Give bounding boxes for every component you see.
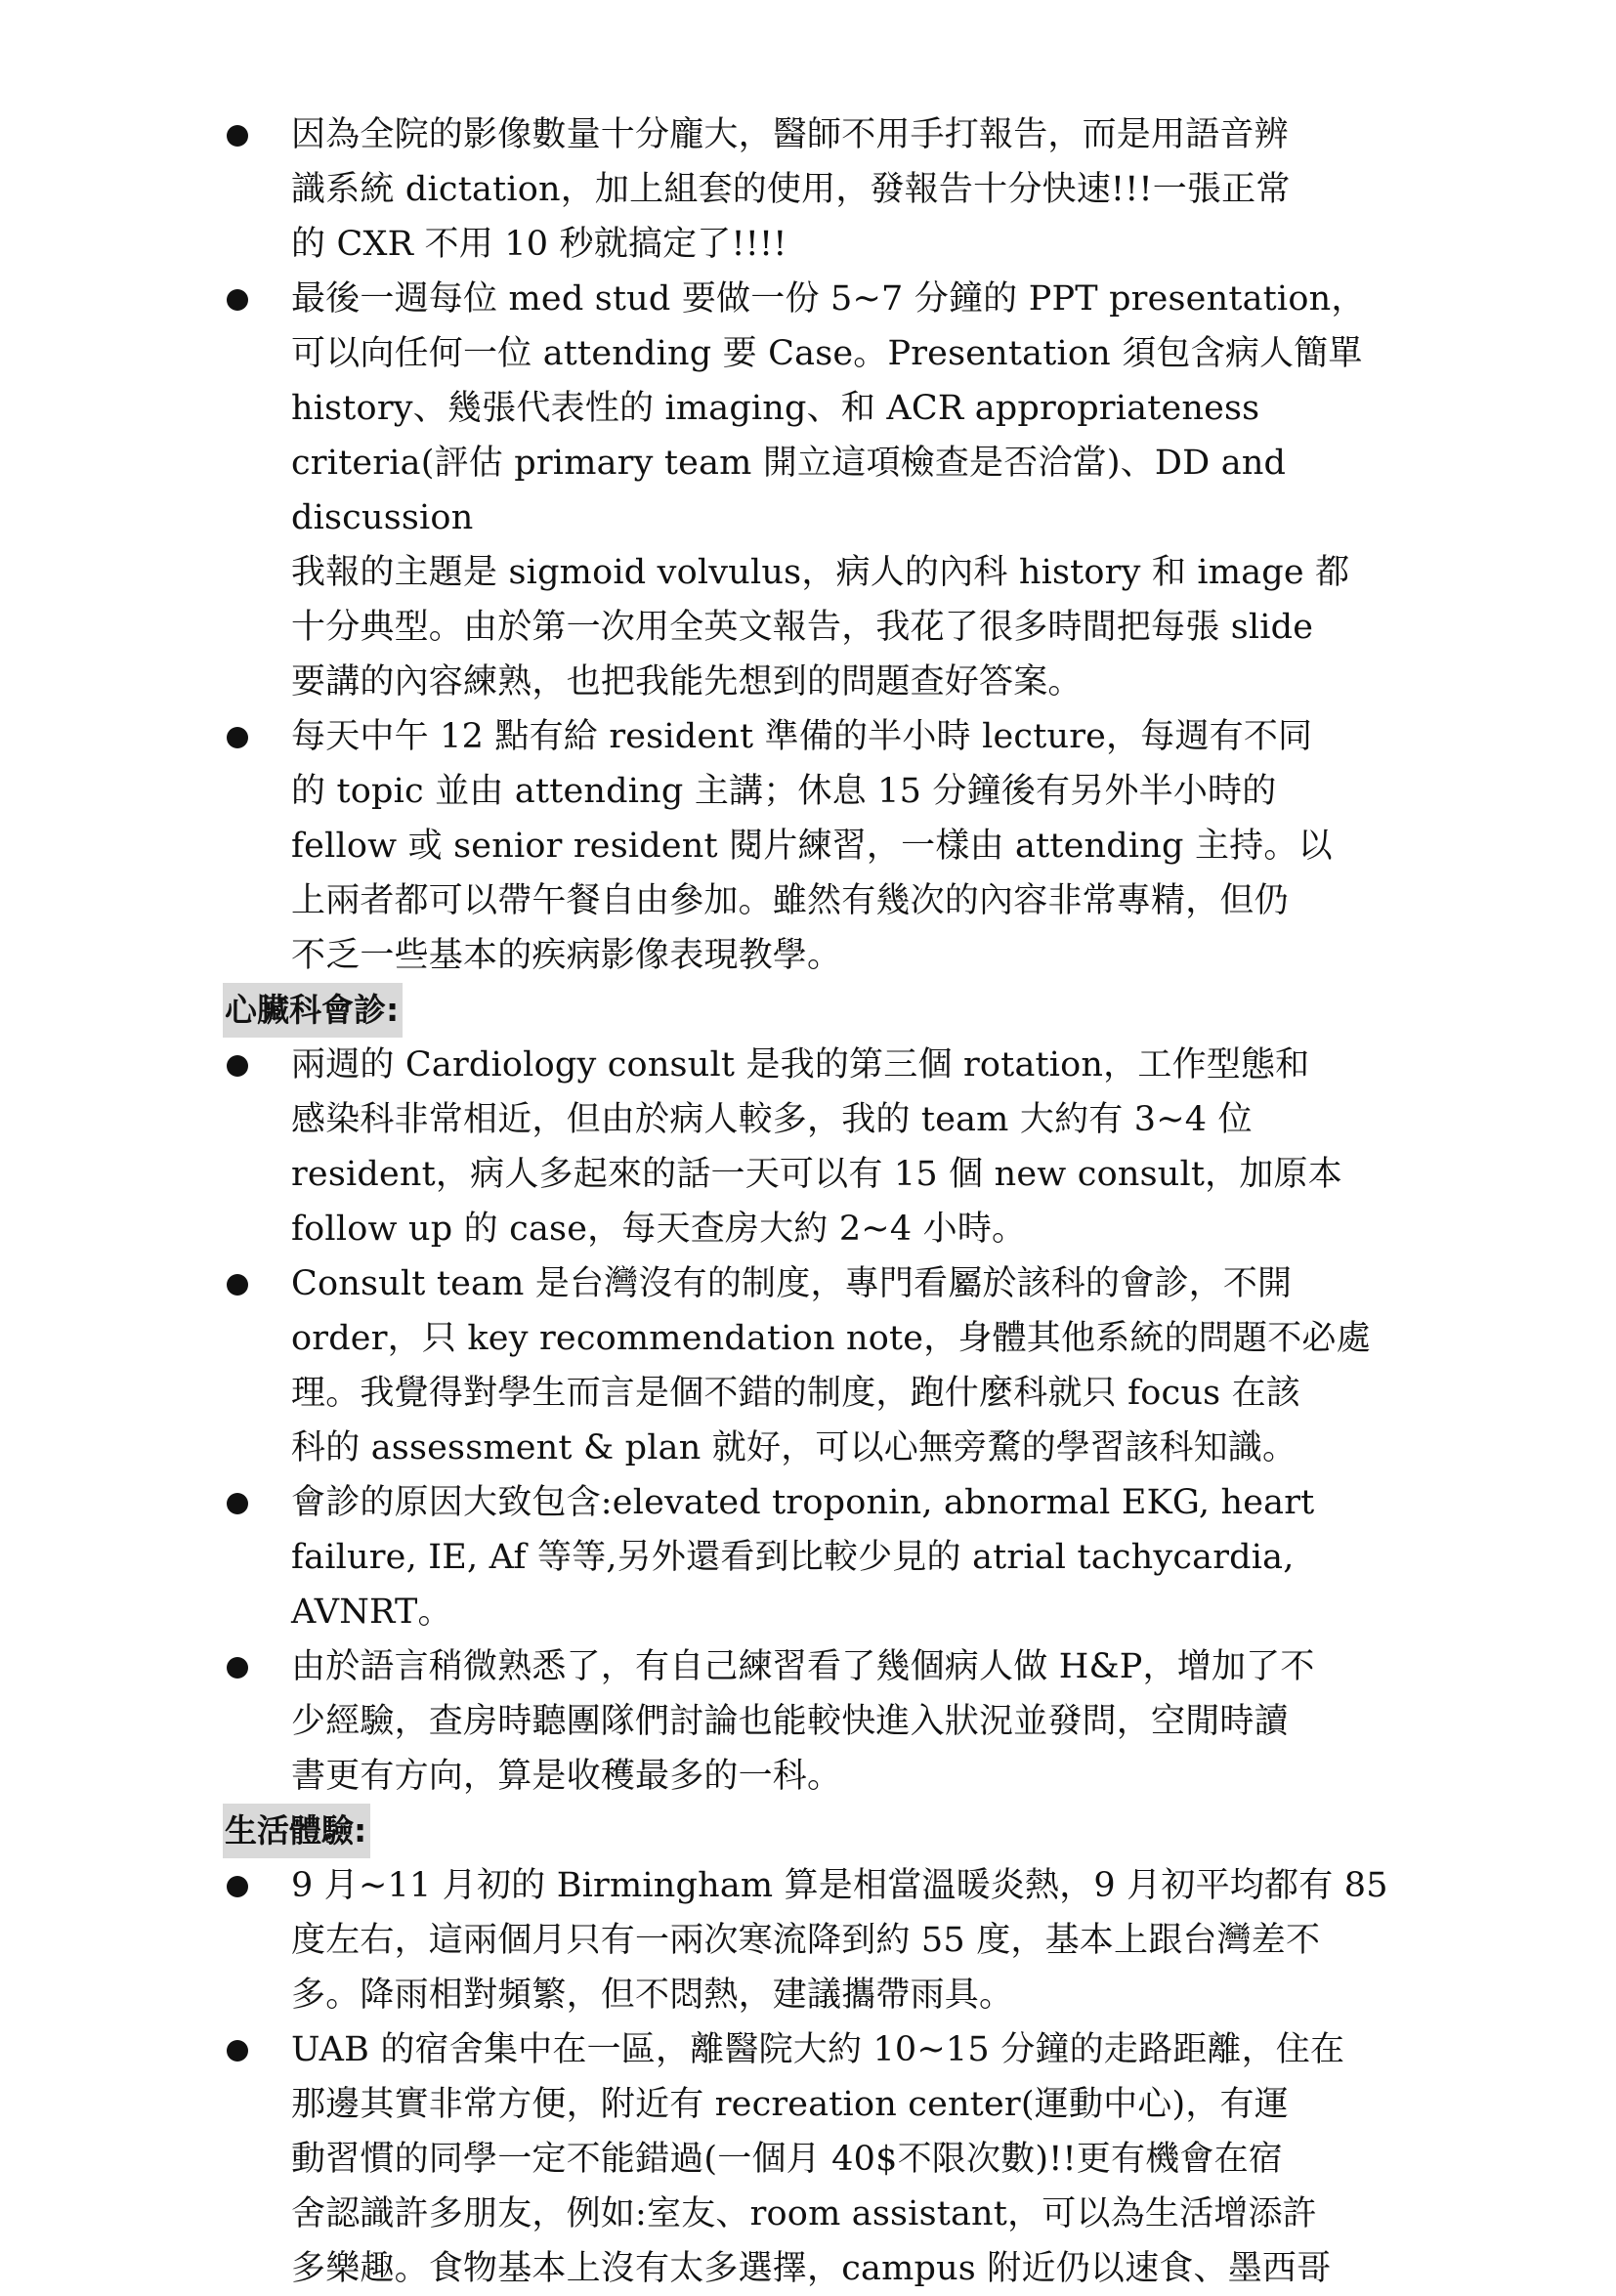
bullet-dot-icon (227, 2040, 248, 2062)
text-line: 不乏一些基本的疾病影像表現教學。 (291, 936, 842, 975)
text-line: failure, IE, Af 等等,另外還看到比較少見的 atrial tachycardia, (291, 1538, 1295, 1577)
bullet-item (223, 1256, 1405, 1475)
text-line: order，只 key recommendation note，身體其他系統的問題不必處 (291, 1319, 1371, 1358)
section-heading-row (223, 983, 1405, 1038)
bullet-item (223, 107, 1405, 272)
text-line: 要講的內容練熟，也把我能先想到的問題查好答案。 (291, 662, 1083, 702)
text-line: resident，病人多起來的話一天可以有 15 個 new consult，加原本 (291, 1155, 1342, 1194)
bullet-dot-icon (227, 1274, 248, 1296)
text-line: Consult team 是台灣沒有的制度，專門看屬於該科的會診，不開 (291, 1264, 1293, 1303)
bullet-item (223, 2022, 1405, 2296)
text-line: 可以向任何一位 attending 要 Case。Presentation 須包含病人簡單 (291, 334, 1363, 373)
text-line: 兩週的 Cardiology consult 是我的第三個 rotation，工作型態和 (291, 1045, 1310, 1084)
bullet-item (223, 1475, 1405, 1639)
text-line: 最後一週每位 med stud 要做一份 5~7 分鐘的 PPT presentation， (291, 279, 1366, 319)
text-line: 十分典型。由於第一次用全英文報告，我花了很多時間把每張 slide (291, 608, 1314, 647)
text-line: 科的 assessment & plan 就好，可以心無旁騖的學習該科知識。 (291, 1428, 1297, 1467)
bullet-dot-icon (227, 289, 248, 311)
text-line: 多樂趣。食物基本上沒有太多選擇，campus 附近仍以速食、墨西哥 (291, 2249, 1332, 2288)
text-line: 動習慣的同學一定不能錯過(一個月 40$不限次數)!!更有機會在宿 (291, 2140, 1283, 2179)
text-line: 我報的主題是 sigmoid volvulus，病人的內科 history 和 image 都 (291, 553, 1350, 592)
text-line: 感染科非常相近，但由於病人較多，我的 team 大約有 3~4 位 (291, 1100, 1253, 1139)
section-heading-cardiology: 心臟科會診: (223, 983, 403, 1038)
text-line: 度左右，這兩個月只有一兩次寒流降到約 55 度，基本上跟台灣差不 (291, 1921, 1321, 1960)
text-line: 理。我覺得對學生而言是個不錯的制度，跑什麼科就只 focus 在該 (291, 1374, 1300, 1413)
text-line: discussion (291, 498, 474, 537)
text-line: 舍認識許多朋友，例如:室友、room assistant，可以為生活增添許 (291, 2194, 1317, 2233)
bullet-item (223, 1639, 1405, 1804)
text-line: UAB 的宿舍集中在一區，離醫院大約 10~15 分鐘的走路距離，住在 (291, 2030, 1345, 2069)
text-line: history、幾張代表性的 imaging、和 ACR appropriateness (291, 389, 1260, 428)
text-line: 由於語言稍微熟悉了，有自己練習看了幾個病人做 H&P，增加了不 (291, 1647, 1315, 1686)
text-line: 識系統 dictation，加上組套的使用，發報告十分快速!!!一張正常 (291, 170, 1291, 209)
text-line: 每天中午 12 點有給 resident 準備的半小時 lecture，每週有不同 (291, 717, 1313, 756)
text-line: 會診的原因大致包含:elevated troponin, abnormal EKG, heart (291, 1483, 1315, 1522)
bullet-item (223, 709, 1405, 983)
bullet-item (223, 272, 1405, 709)
bullet-dot-icon (227, 727, 248, 748)
text-line: 9 月~11 月初的 Birmingham 算是相當溫暖炎熱，9 月初平均都有 85 (291, 1866, 1388, 1905)
text-line: 少經驗，查房時聽團隊們討論也能較快進入狀況並發問，空閒時讀 (291, 1702, 1289, 1741)
text-line: 的 topic 並由 attending 主講；休息 15 分鐘後有另外半小時的 (291, 772, 1277, 811)
text-line: 多。降雨相對頻繁，但不悶熱，建議攜帶雨具。 (291, 1976, 1014, 2015)
text-line: 上兩者都可以帶午餐自由參加。雖然有幾次的內容非常專精，但仍 (291, 881, 1289, 920)
bullet-dot-icon (227, 1657, 248, 1679)
bullet-dot-icon (227, 1493, 248, 1514)
text-line: AVNRT。 (291, 1593, 452, 1632)
bullet-item (223, 1038, 1405, 1256)
document-body (223, 107, 1405, 2296)
section-heading-row (223, 1804, 1405, 1858)
text-line: fellow 或 senior resident 閱片練習，一樣由 attending 主持。以 (291, 827, 1333, 866)
bullet-dot-icon (227, 1876, 248, 1897)
text-line: 那邊其實非常方便，附近有 recreation center(運動中心)，有運 (291, 2085, 1289, 2124)
section-heading-life: 生活體驗: (223, 1804, 370, 1858)
bullet-item (223, 1858, 1405, 2022)
bullet-dot-icon (227, 1055, 248, 1077)
text-line: 書更有方向，算是收穫最多的一科。 (291, 1757, 842, 1796)
text-line: 的 CXR 不用 10 秒就搞定了!!!! (291, 225, 787, 264)
text-line: criteria(評估 primary team 開立這項檢查是否洽當)、DD and (291, 444, 1287, 483)
text-line: 因為全院的影像數量十分龐大，醫師不用手打報告，而是用語音辨 (291, 115, 1289, 154)
text-line: follow up 的 case，每天查房大約 2~4 小時。 (291, 1210, 1027, 1249)
bullet-dot-icon (227, 125, 248, 147)
